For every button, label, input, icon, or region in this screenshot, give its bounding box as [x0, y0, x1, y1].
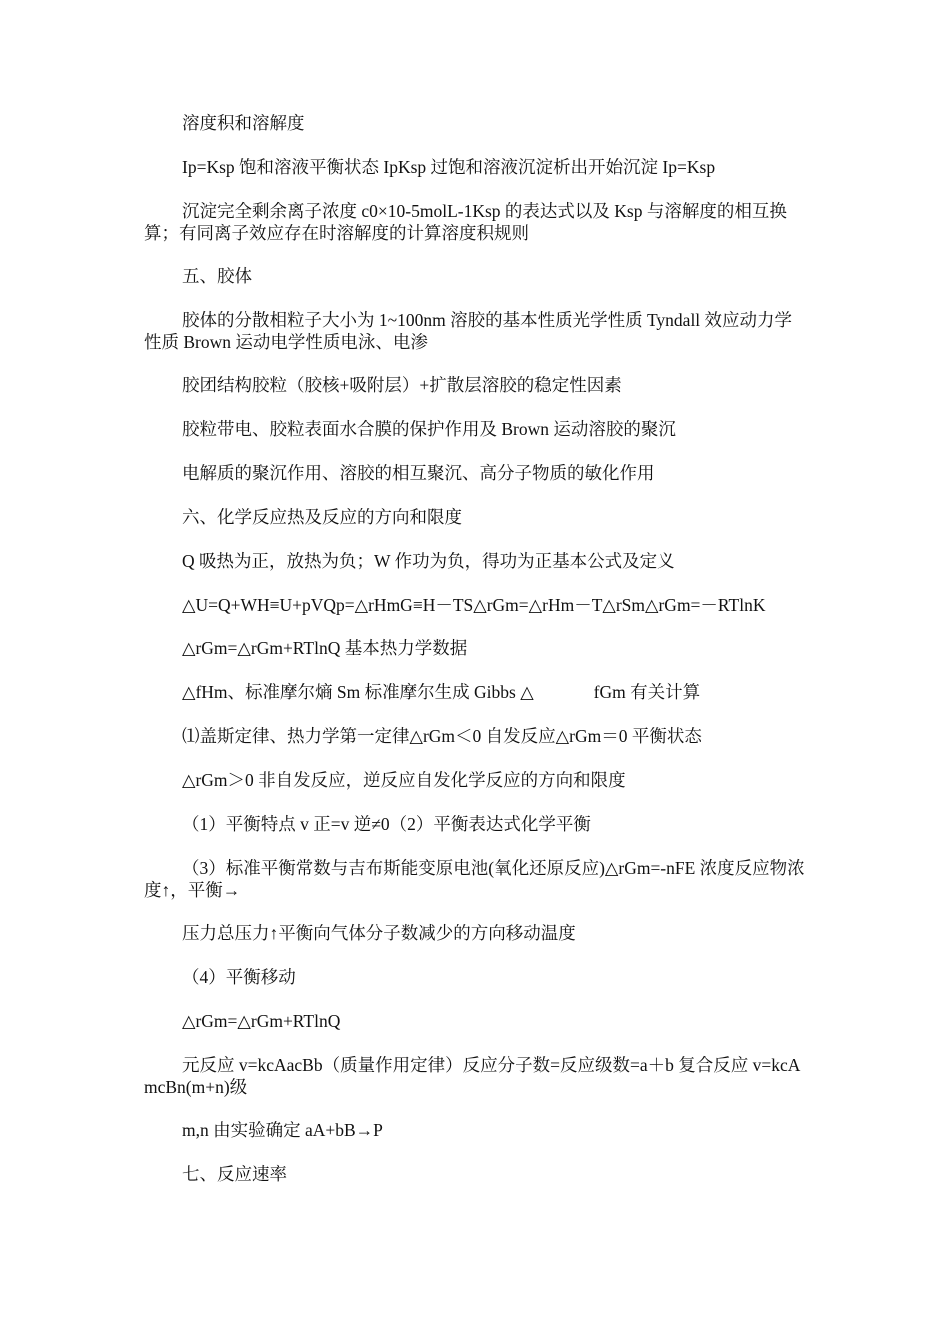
paragraph: 胶粒带电、胶粒表面水合膜的保护作用及 Brown 运动溶胶的聚沉 — [182, 419, 676, 439]
paragraph: ⑴盖斯定律、热力学第一定律△rGm＜0 自发反应△rGm＝0 平衡状态 — [182, 726, 702, 746]
section-heading: 五、胶体 — [182, 266, 252, 286]
formula-paragraph: △U=Q+WH≡U+pVQp=△rHmG≡H－TS△rGm=△rHm－T△rSm△rGm=－RTlnK — [182, 595, 766, 615]
paragraph: 胶团结构胶粒（胶核+吸附层）+扩散层溶胶的稳定性因素 — [182, 375, 622, 395]
paragraph: 胶体的分散相粒子大小为 1~100nm 溶胶的基本性质光学性质 Tyndall 效应动力学性质 Brown 运动电学性质电泳、电渗 — [144, 310, 793, 352]
paragraph: （4）平衡移动 — [182, 967, 296, 987]
paragraph: 元反应 v=kcAacBb（质量作用定律）反应分子数=反应级数=a＋b 复合反应 v=kcAmcBn(m+n)级 — [144, 1055, 801, 1097]
paragraph: △rGm＞0 非自发反应，逆反应自发化学反应的方向和限度 — [182, 770, 626, 790]
paragraph: m,n 由实验确定 aA+bB→P — [182, 1120, 383, 1140]
text-fragment: fGm 有关计算 — [593, 682, 701, 702]
paragraph: Q 吸热为正，放热为负；W 作功为负，得功为正基本公式及定义 — [182, 551, 675, 571]
formula-paragraph: △rGm=△rGm+RTlnQ 基本热力学数据 — [182, 638, 468, 658]
paragraph: Ip=Ksp 饱和溶液平衡状态 IpKsp 过饱和溶液沉淀析出开始沉淀 Ip=Ksp — [182, 157, 716, 177]
paragraph — [144, 681, 806, 703]
paragraph: 电解质的聚沉作用、溶胶的相互聚沉、高分子物质的敏化作用 — [182, 463, 655, 483]
paragraph: 压力总压力↑平衡向气体分子数减少的方向移动温度 — [182, 923, 576, 943]
paragraph: 溶度积和溶解度 — [182, 113, 305, 133]
section-heading: 七、反应速率 — [182, 1164, 287, 1184]
section-heading: 六、化学反应热及反应的方向和限度 — [182, 507, 462, 527]
paragraph: （3）标准平衡常数与吉布斯能变原电池(氧化还原反应)△rGm=-nFE 浓度反应物浓度↑，平衡→ — [144, 858, 805, 900]
paragraph: 沉淀完全剩余离子浓度 c0×10-5molL-1Ksp 的表达式以及 Ksp 与溶解度的相互换算；有同离子效应存在时溶解度的计算溶度积规则 — [144, 201, 787, 243]
document-body — [144, 112, 806, 1207]
text-fragment: △fHm、标准摩尔熵 Sm 标准摩尔生成 Gibbs △ — [182, 682, 534, 702]
formula-paragraph: △rGm=△rGm+RTlnQ — [182, 1011, 341, 1031]
paragraph: （1）平衡特点 v 正=v 逆≠0（2）平衡表达式化学平衡 — [182, 814, 591, 834]
